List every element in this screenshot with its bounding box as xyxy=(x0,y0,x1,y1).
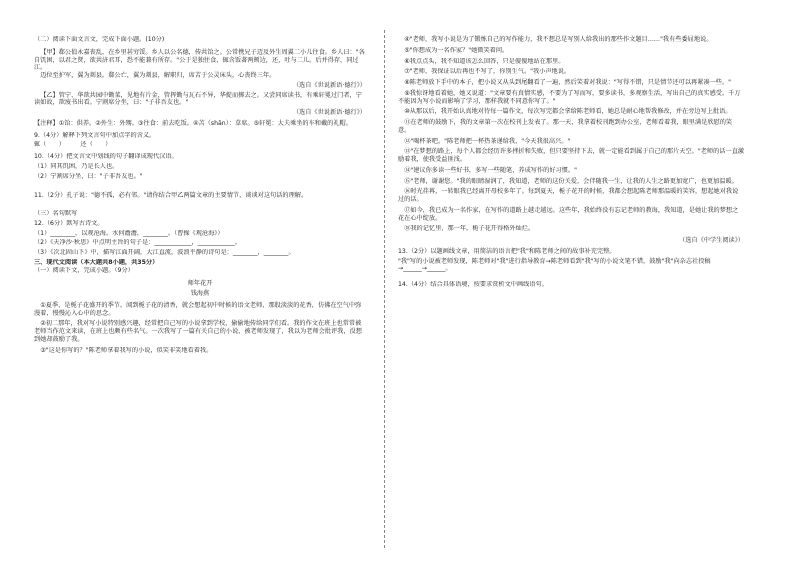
source-yi: （选自《世说新语·德行》） xyxy=(292,109,366,116)
question-12-1: （1）________，以观沧海。水何澹澹，________。（曹操《观沧海》） xyxy=(34,229,224,237)
article-paragraph: ⑧陈老师放下手中的本子，把小说又从头到尾翻看了一遍，然后笑着对我说："写得不错，只是情节还可以再紧凑一些。" xyxy=(404,79,731,86)
article-paragraph: ⑨我惊讶地看着她，她又说道："文章要有真情实感，不要为了写而写，要多读书，多观察生活，写出自己的真实感受。千万不能因为写小说而影响了学习，那样我就不同意你写了。" xyxy=(398,89,741,105)
article-paragraph: ③"这是你写的？"陈老师拿着我写的小说，似笑非笑地看着我。 xyxy=(40,346,213,354)
column-divider xyxy=(384,30,385,548)
question-14: 14.（4分）结合具体语境，按要求赏析文中画线语句。 xyxy=(398,281,548,288)
article-paragraph: ⑰如今，我已成为一名作家，在写作的道路上越走越远。这些年，我始终没有忘记老师的教诲，我知道，是她让我的梦想之花在心中绽放。 xyxy=(398,206,739,222)
article-source: （选自《中学生阅读》） xyxy=(679,237,744,244)
text-passage-jia: 【甲】郗公值永嘉丧乱，在乡里甚穷馁。乡人以公名德，传共饴之。公常携兄子迈及外生周翼二小儿往食。乡人曰："各自饥困，以君之贤，欲共济君耳，恐不能兼有所存。"公于是独往食，辄含饭著两颊边，还，吐与二儿。后并得存，同过江。 xyxy=(34,48,365,72)
question-9-items: 辄（ ） 还（ ） xyxy=(34,141,112,149)
article-paragraph: ⑤"你想成为一名作家？"她微笑着问。 xyxy=(404,46,509,54)
question-12-3: （3）《次北固山下》中，描写江面开阔，大江直流，波浪平静的诗句是：________，________。 xyxy=(34,249,295,256)
question-12: 12.（6分）默写古诗文。 xyxy=(34,219,104,227)
question-10: 10.（4分）把文言文中划线的句子翻译成现代汉语。 xyxy=(34,153,178,160)
article-paragraph: ⑯时光荏苒，一转眼我已经离开母校多年了。每到夏天，栀子花开的时候，我都会想起陈老师那温暖的笑容，想起她对我说过的话。 xyxy=(398,188,739,203)
left-column xyxy=(34,36,366,552)
part-3-subtitle: （一）阅读下文，完成小题。（9分） xyxy=(34,266,134,274)
text-passage-yi: 【乙】管宁、华歆共园中锄菜，见地有片金，管挥锄与瓦石不异，华捉而掷去之。又尝同席读书，有乘轩冕过门者，宁读如故，歆废书出看。宁割席分坐，曰："子非吾友也。" xyxy=(34,91,362,107)
text-passage-jia-2: 迈位至护军，翼为剡县。郗公亡，翼为剡县，解职归，席苫于公灵床头，心丧终三年。 xyxy=(40,72,276,79)
question-13: 13.（2分）以题画线文章，用简洁的语言把"我"和陈老师之间的故事补充完整。 xyxy=(398,247,616,255)
article-paragraph: ⑩从那以后，我开始认真地对待每一篇作文，每次写完都会拿给陈老师看，她总是耐心地帮我修改，并在旁边写上批语。 xyxy=(404,108,732,116)
article-paragraph: ⑦"老师，我保证以后再也不写了，你别生气。"我小声地说。 xyxy=(404,68,571,76)
article-title: 师年花开 xyxy=(187,280,213,288)
article-paragraph: ⑥我点点头，我不知道该怎么回答，只是傻傻地站在那里。 xyxy=(404,57,565,65)
section-title-3: （三）名句默写 xyxy=(34,210,78,217)
right-column xyxy=(398,36,744,552)
section-title: （二）阅读下面文言文，完成下面小题。(10分) xyxy=(34,36,165,43)
article-paragraph: ⑱我的记忆里，那一年，栀子花开得格外灿烂。 xyxy=(404,225,535,233)
article-paragraph: ④"老师，我写小说是为了锻炼自己的写作能力，我不想总是写别人给我出的那些作文题目……"我有些委屈地说。 xyxy=(404,36,713,43)
annotation: 【注释】①饴：供养。②外生：外甥。③往食：前去吃饭。④苫（shān）：草席。⑤轩冕：大夫乘坐的车和戴的礼帽。 xyxy=(34,119,352,127)
question-10-2: （2）宁割席分坐，曰："子非吾友也。" xyxy=(34,172,143,180)
article-paragraph: ②初二那年，我对写小说特别感兴趣，经常把自己写的小说拿到学校，偷偷地传给同学们看。我的作文在班上也常常被老师当作范文来读，在班上也颇有些名气。一次我写了一篇有关自己的小说，被老师发现了，我以为老师会批评我，没想到她却鼓励了我。 xyxy=(34,320,362,343)
article-author: 钱海燕 xyxy=(190,290,210,297)
question-13-fill: "我"写的小说被老师发现，陈老师对"我"进行指导教育→陈老师看到"我"写的小说文笔不错，鼓励"我"向杂志社投稿→______→______。 xyxy=(398,257,711,273)
article-paragraph: ⑭"建议你多读一些好书，多写一些随笔，养成写作的好习惯。" xyxy=(404,166,577,174)
question-10-1: （1）同其饥困，乃是长人也。 xyxy=(34,162,119,170)
article-paragraph: ①夏季，是栀子花盛开的季节。闻到栀子花的清香，就会想起初中时候的语文老师，那股淡淡的花香，仿佛在空气中弥漫着，慢慢沁入心中的思念。 xyxy=(34,301,362,317)
source-jia: （选自《世说新语·德行》） xyxy=(292,81,366,89)
article-paragraph: ⑮"老师，谢谢您。"我的眼睛湿润了，我知道，老师的这份关爱，会伴随我一生，让我的人生之路更加宽广，也更加温暖。 xyxy=(404,177,738,185)
article-paragraph: ⑬"在梦想的路上，每个人都会经历许多挫折和失败，但只要坚持下去，就一定能看到属于自己的那片天空。"老师的话一直激励着我，使我受益匪浅。 xyxy=(398,148,745,163)
question-11: 11.（2分）孔子说："德不孤，必有邻。"请你结合甲乙两篇文章的主要情节，谈谈对这句话的理解。 xyxy=(34,192,308,200)
part-3-title: 三、现代文阅读（本大题共8小题，共35分） xyxy=(34,258,159,266)
question-12-2: （2）《天净沙·秋思》中点明主旨的句子是：____________，____________。 xyxy=(34,239,241,247)
article-paragraph: ⑪在老师的鼓励下，我的文章第一次在校刊上发表了。那一天，我拿着校刊跑到办公室，老师看着我，眼里满是欣慰的笑意。 xyxy=(398,119,733,134)
article-paragraph: ⑫"喝杯茶吧。"陈老师把一杯热茶递给我，"今天我很高兴。" xyxy=(404,137,571,145)
question-9: 9.（4分）解释下列文言句中加点字的含义。 xyxy=(34,131,156,139)
